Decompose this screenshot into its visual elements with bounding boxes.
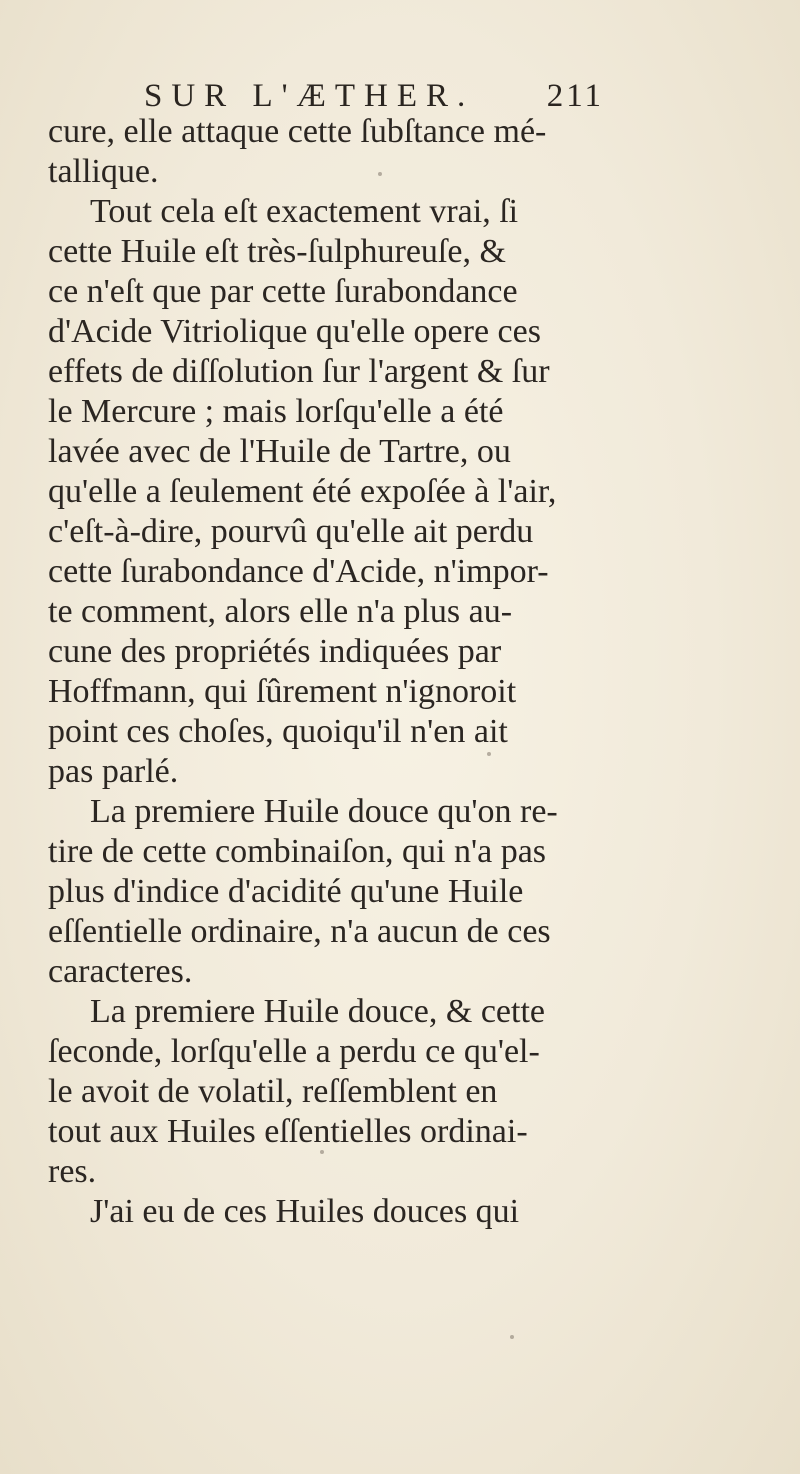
text-line: tallique. [48, 153, 159, 190]
running-head-title: SUR L'ÆTHER. [144, 78, 475, 114]
text-line: pas parlé. [48, 753, 179, 790]
text-line: effets de diſſolution ſur l'argent & ſur [48, 353, 550, 390]
text-line: caracteres. [48, 953, 193, 990]
text-line: point ces choſes, quoiqu'il n'en ait [48, 713, 508, 750]
paper-speck [510, 1335, 514, 1339]
text-line: res. [48, 1153, 97, 1190]
text-line: ce n'eſt que par cette ſurabondance [48, 273, 518, 310]
text-line: qu'elle a ſeulement été expoſée à l'air, [48, 473, 557, 510]
text-line: J'ai eu de ces Huiles douces qui [90, 1193, 520, 1230]
text-line: Tout cela eſt exactement vrai, ſi [90, 193, 519, 230]
paper-speck [378, 172, 382, 176]
text-line: cette Huile eſt très-ſulphureuſe, & [48, 233, 506, 270]
text-line: Hoffmann, qui ſûrement n'ignoroit [48, 673, 517, 710]
paper-speck [487, 752, 491, 756]
page-number: 211 [546, 78, 604, 114]
text-line: c'eſt-à-dire, pourvû qu'elle ait perdu [48, 513, 534, 550]
text-line: La premiere Huile douce qu'on re- [90, 793, 558, 830]
text-line: eſſentielle ordinaire, n'a aucun de ces [48, 913, 551, 950]
text-line: le avoit de volatil, reſſemblent en [48, 1073, 498, 1110]
text-line: cune des propriétés indiquées par [48, 633, 502, 670]
text-line: tout aux Huiles eſſentielles ordinai- [48, 1113, 528, 1150]
text-line: le Mercure ; mais lorſqu'elle a été [48, 393, 504, 430]
paper-speck [320, 1150, 324, 1154]
text-line: La premiere Huile douce, & cette [90, 993, 545, 1030]
text-line: plus d'indice d'acidité qu'une Huile [48, 873, 524, 910]
text-line: tire de cette combinaiſon, qui n'a pas [48, 833, 547, 870]
text-line: d'Acide Vitriolique qu'elle opere ces [48, 313, 541, 350]
text-line: cure, elle attaque cette ſubſtance mé- [48, 113, 547, 150]
text-line: lavée avec de l'Huile de Tartre, ou [48, 433, 511, 470]
text-line: ſeconde, lorſqu'elle a perdu ce qu'el- [48, 1033, 540, 1070]
text-line: cette ſurabondance d'Acide, n'impor- [48, 553, 549, 590]
text-line: te comment, alors elle n'a plus au- [48, 593, 513, 630]
